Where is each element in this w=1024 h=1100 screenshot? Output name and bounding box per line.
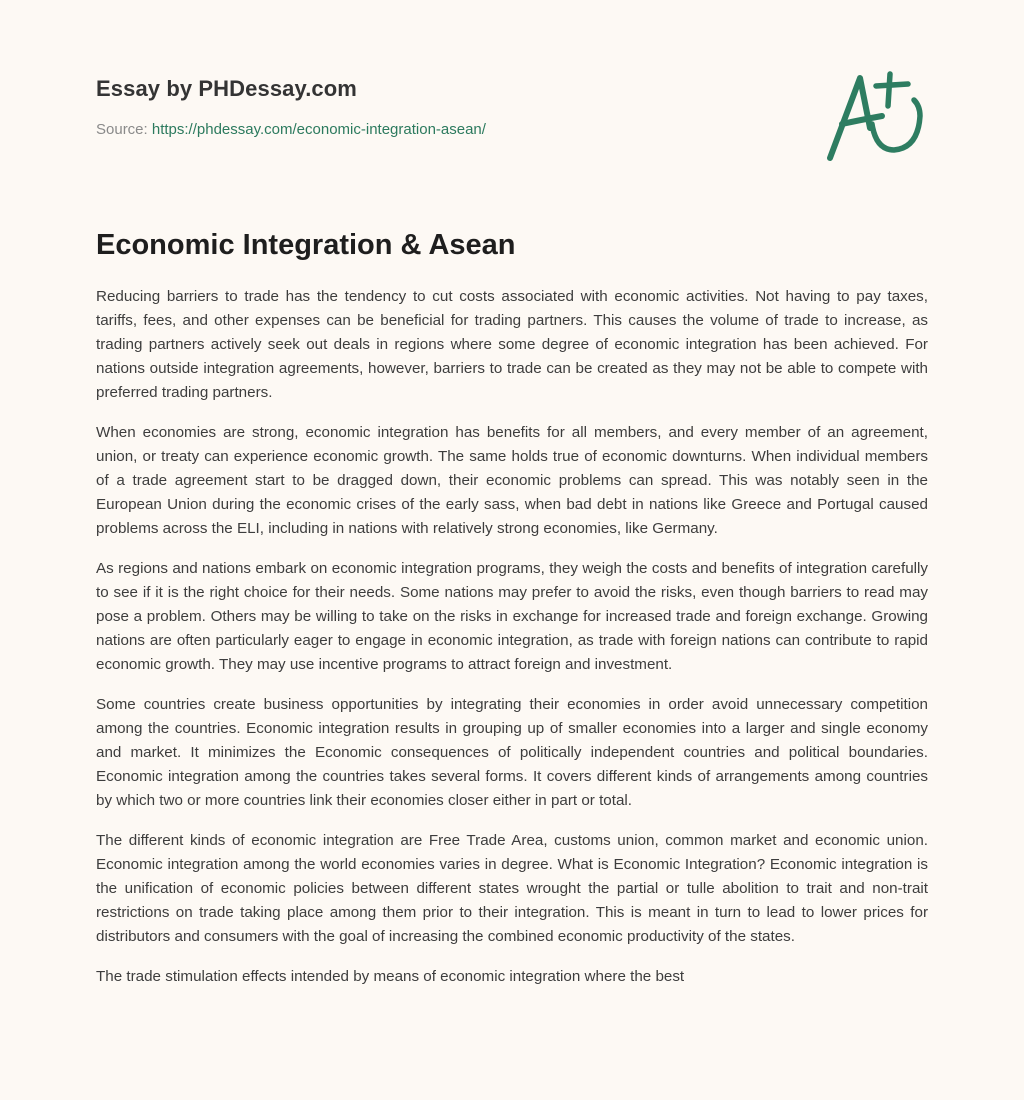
a-plus-grade-icon [820, 66, 930, 166]
page-header [96, 74, 796, 140]
site-title: Essay by PHDessay.com [96, 76, 357, 101]
essay-paragraph: As regions and nations embark on economic integration programs, they weigh the costs and benefits of integration carefully to see if it is the right choice for their needs. Some nations may prefer to avoid the risks, even though barriers to read may pose a problem. Others may be willing to take on the risks in exchange for increased trade and foreign exchange. Growing nations are often particularly eager to engage in economic integration, as trade with foreign nations can contribute to rapid economic growth. They may use incentive programs to attract foreign and investment. [96, 560, 928, 673]
essay-paragraph: Reducing barriers to trade has the tendency to cut costs associated with economic activities. Not having to pay taxes, tariffs, fees, and other expenses can be beneficial for trading partners. This causes the volume of trade to increase, as trading partners actively seek out deals in regions where some degree of economic integration has been achieved. For nations outside integration agreements, however, barriers to trade can be created as they may not be able to compete with preferred trading partners. [96, 288, 928, 401]
essay-paragraph: Some countries create business opportunities by integrating their economies in order avoid unnecessary competition among the countries. Economic integration results in grouping up of smaller economies into a larger and single economy and market. It minimizes the Economic consequences of politically independent countries and political boundaries. Economic integration among the countries takes several forms. It covers different kinds of arrangements among countries by which two or more countries link their economies closer either in part or total. [96, 696, 928, 809]
source-line [96, 120, 796, 140]
essay-paragraph: When economies are strong, economic integration has benefits for all members, and every member of an agreement, union, or treaty can experience economic growth. The same holds true of economic downturns. When individual members of a trade agreement start to be dragged down, their economic problems can spread. This was notably seen in the European Union during the economic crises of the early sass, when bad debt in nations like Greece and Portugal caused problems across the ELI, including in nations with relatively strong economies, like Germany. [96, 424, 928, 537]
essay-paragraph: The different kinds of economic integration are Free Trade Area, customs union, common market and economic union. Economic integration among the world economies varies in degree. What is Economic Integration? Economic integration is the unification of economic policies between different states wrought the partial or tulle abolition to trait and non-trait restrictions on trade taking place among them prior to their integration. This is meant in turn to lead to lower prices for distributors and consumers with the goal of increasing the combined economic productivity of the states. [96, 832, 928, 945]
essay-title: Economic Integration & Asean [96, 229, 516, 261]
source-link[interactable]: https://phdessay.com/economic-integration-asean/ [151, 121, 486, 138]
essay-paragraph-truncated: The trade stimulation effects intended by means of economic integration where the best [96, 968, 685, 985]
essay-body [96, 285, 928, 1005]
source-label: Source: [96, 121, 152, 138]
